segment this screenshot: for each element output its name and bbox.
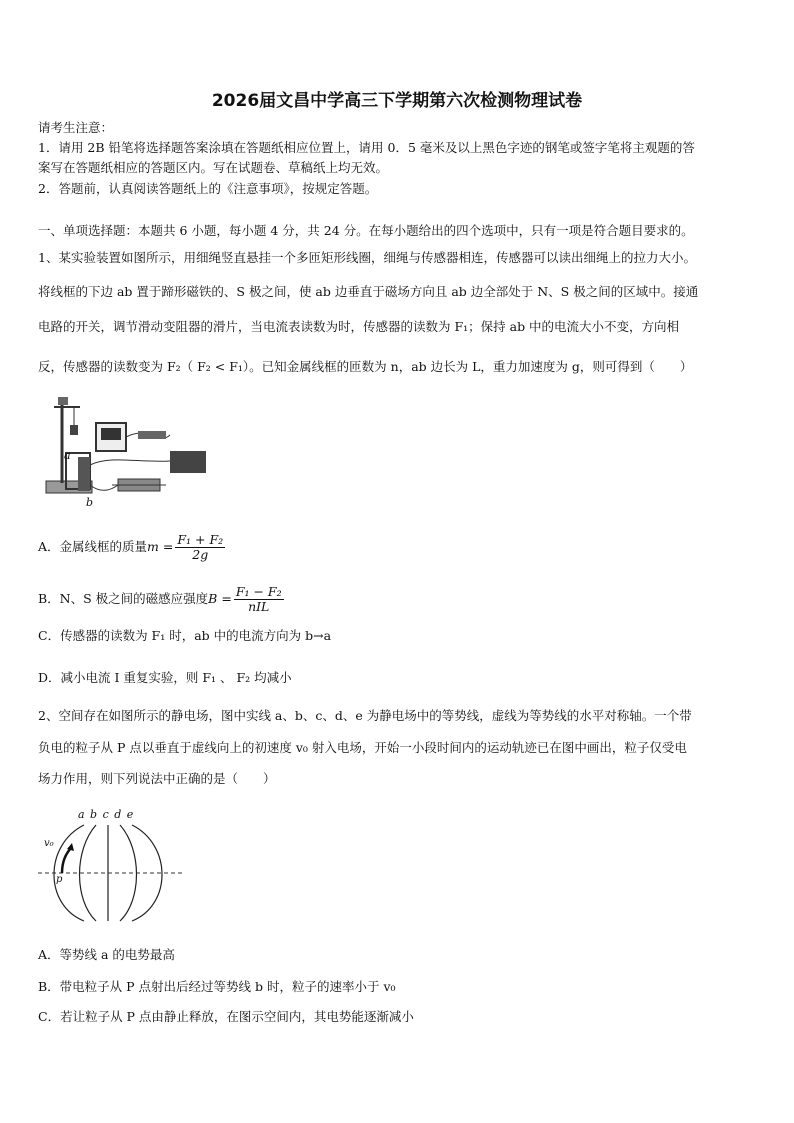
q1-option-d[interactable]: D．减小电流 I 重复实验，则 F₁ 、 F₂ 均减小: [38, 670, 292, 685]
q2-option-b[interactable]: B．带电粒子从 P 点射出后经过等势线 b 时，粒子的速率小于 v₀: [38, 979, 396, 994]
q1-option-b-fraction: $\frac{\text{F₁ − F₂}}{\text{nIL}}$: [235, 584, 282, 614]
q1-line-3: 电路的开关，调节滑动变阻器的滑片，当电流表读数为时，传感器的读数为 F₁；保持 ab 中的电流大小不变，方向相: [38, 319, 680, 334]
q2-figure-label-lines: a b c d e: [78, 808, 135, 821]
notice-item-1-cont: 案写在答题纸相应的答题区内。写在试题卷、草稿纸上均无效。: [38, 160, 389, 175]
q1-figure-label-b: b: [86, 496, 94, 509]
q1-option-a-fraction: $\frac{\text{F₁ + F₂}}{2g}$: [177, 532, 224, 562]
q2-figure-label-p: p: [56, 874, 63, 885]
q2-equipotential-figure: [34, 815, 194, 925]
q1-line-2: 将线框的下边 ab 置于蹄形磁铁的、S 极之间，使 ab 边垂直于磁场方向且 ab 边全部处于 N、S 极之间的区域中。接通: [38, 284, 699, 299]
notice-item-1: 1．请用 2B 铅笔将选择题答案涂填在答题纸相应位置上，请用 0．5 毫米及以上黑色字迹的钢笔或签字笔将主观题的答: [38, 140, 695, 155]
section-heading: 一、单项选择题：本题共 6 小题，每小题 4 分，共 24 分。在每小题给出的四个选项中，只有一项是符合题目要求的。: [38, 223, 694, 238]
q1-option-a[interactable]: A．金属线框的质量m = $\frac{\text{F₁ + F₂}}{2g}$: [38, 532, 224, 562]
notice-heading: 请考生注意：: [38, 120, 114, 135]
q1-line-1: 1、某实验装置如图所示，用细绳竖直悬挂一个多匝矩形线圈，细绳与传感器相连，传感器可以读出细绳上的拉力大小。: [38, 250, 696, 265]
q1-option-b[interactable]: B．N、S 极之间的磁感应强度B = $\frac{\text{F₁ − F₂}}{\text{nIL}}$: [38, 584, 282, 614]
q2-line-2: 负电的粒子从 P 点以垂直于虚线向上的初速度 v₀ 射入电场，开始一小段时间内的运动轨迹已在图中画出，粒子仅受电: [38, 740, 687, 755]
q2-option-c[interactable]: C．若让粒子从 P 点由静止释放，在图示空间内，其电势能逐渐减小: [38, 1009, 414, 1024]
q1-figure-label-a: a: [64, 449, 71, 462]
q1-option-c[interactable]: C．传感器的读数为 F₁ 时，ab 中的电流方向为 b→a: [38, 628, 332, 643]
page-title: 2026届文昌中学高三下学期第六次检测物理试卷: [211, 91, 583, 111]
notice-item-2: 2．答题前，认真阅读答题纸上的《注意事项》，按规定答题。: [38, 181, 378, 196]
q2-figure-label-v0: v₀: [44, 838, 54, 849]
q2-line-1: 2、空间存在如图所示的静电场，图中实线 a、b、c、d、e 为静电场中的等势线，虚线为等势线的水平对称轴。一个带: [38, 708, 692, 723]
q2-line-3: 场力作用，则下列说法中正确的是（ ）: [38, 771, 276, 786]
q1-line-4: 反，传感器的读数变为 F₂（ F₂ < F₁）。已知金属线框的匝数为 n，ab 边长为 L，重力加速度为 g，则可得到（ ）: [38, 359, 693, 374]
q2-option-a[interactable]: A．等势线 a 的电势最高: [38, 947, 175, 962]
